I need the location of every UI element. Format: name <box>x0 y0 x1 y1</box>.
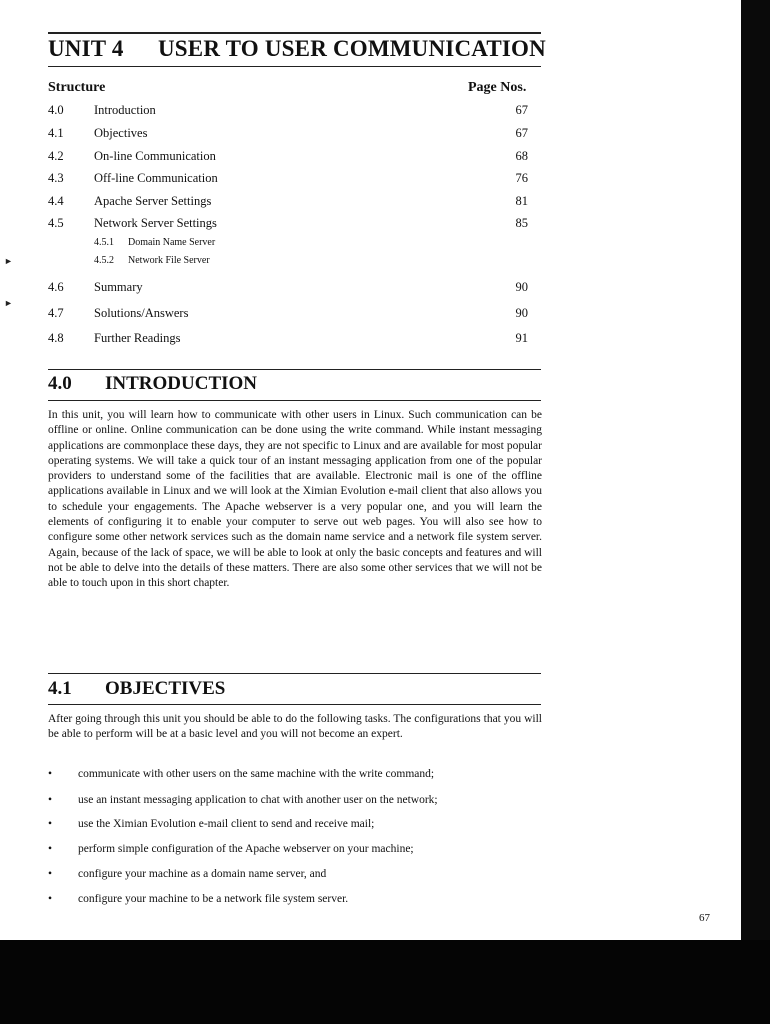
toc-page: 81 <box>515 194 528 208</box>
section-title: OBJECTIVES <box>105 678 226 699</box>
toc-number: 4.0 <box>48 103 64 117</box>
toc-page: 76 <box>515 171 528 185</box>
toc-row <box>48 280 528 300</box>
toc-page: 85 <box>515 216 528 230</box>
toc-title: Apache Server Settings <box>94 194 212 208</box>
section-rule <box>48 673 541 674</box>
title-underline <box>48 66 541 67</box>
toc-subrow <box>94 237 215 248</box>
list-item-text: configure your machine to be a network file system server. <box>78 893 349 905</box>
list-item-text: perform simple configuration of the Apache webserver on your machine; <box>78 843 414 855</box>
section-heading-introduction <box>48 373 257 395</box>
toc-title: Solutions/Answers <box>94 306 189 320</box>
toc-sub-title: Domain Name Server <box>128 237 216 248</box>
scan-edge-bottom <box>0 940 770 1024</box>
toc-title: Objectives <box>94 126 148 140</box>
unit-title <box>48 36 548 62</box>
toc-title: Off-line Communication <box>94 171 218 185</box>
toc-number: 4.3 <box>48 171 64 185</box>
bullet-marker: • <box>48 768 53 780</box>
section-title: INTRODUCTION <box>105 373 258 394</box>
toc-number: 4.1 <box>48 126 64 140</box>
toc-number: 4.4 <box>48 194 64 208</box>
toc-title: On-line Communication <box>94 149 216 163</box>
toc-sub-number: 4.5.2 <box>94 255 114 266</box>
list-item-text: use an instant messaging application to chat with another user on the network; <box>78 794 438 806</box>
toc-row <box>48 103 528 123</box>
bullet-marker: • <box>48 868 53 880</box>
toc-title: Network Server Settings <box>94 216 217 230</box>
toc-row <box>48 126 528 146</box>
toc-sub-title: Network File Server <box>128 255 210 266</box>
toc-page: 68 <box>515 149 528 163</box>
toc-number: 4.6 <box>48 280 64 294</box>
toc-row <box>48 149 528 169</box>
toc-row <box>48 171 528 191</box>
toc-row <box>48 194 528 214</box>
list-item-text: configure your machine as a domain name server, and <box>78 868 327 880</box>
introduction-paragraph: In this unit, you will learn how to communicate with other users in Linux. Such communication can be offline or online. Online communication can be done using the write command. While instant messaging applications are commonplace these days, they are not specific to Linux and are available for most popular operating systems. We will take a quick tour of an instant messaging application from one of the popular providers to understand some of the facilities that are available. Electronic mail is one of the offline applications available in Linux and we will look at the Ximian Evolution e-mail client that also allows you to schedule your engagements. The Apache webserver is a very popular one, and you will learn the elements of configuring it to enable your computer to serve out web pages. You will also see how to configure some other network services such as the domain name service and a network file system server. Again, because of the lack of space, we will be able to look at only the basic concepts and features and will not be able to delve into the details of these matters. There are also some other services that we will not be able to touch upon in this short chapter. <box>48 409 542 590</box>
unit-number: UNIT 4 <box>48 36 124 61</box>
page-nos-heading: Page Nos. <box>468 80 527 95</box>
toc-title: Further Readings <box>94 331 181 345</box>
section-number: 4.1 <box>48 678 72 699</box>
scan-edge-right <box>741 0 770 940</box>
toc-number: 4.8 <box>48 331 64 345</box>
section-rule <box>48 704 541 705</box>
unit-name: USER TO USER COMMUNICATION <box>158 36 546 61</box>
toc-page: 67 <box>515 103 528 117</box>
section-number: 4.0 <box>48 373 72 394</box>
section-heading-objectives <box>48 678 225 700</box>
objectives-intro: After going through this unit you should be able to do the following tasks. The configurations that you will be able to perform will be at a basic level and you will not become an expert. <box>48 713 542 741</box>
toc-number: 4.7 <box>48 306 64 320</box>
margin-arrow-mark: ► <box>4 298 13 308</box>
toc-row <box>48 216 528 236</box>
toc-number: 4.5 <box>48 216 64 230</box>
section-rule <box>48 369 541 370</box>
toc-page: 90 <box>515 306 528 320</box>
toc-title: Introduction <box>94 103 156 117</box>
toc-page: 91 <box>515 331 528 345</box>
toc-page: 90 <box>515 280 528 294</box>
bullet-marker: • <box>48 843 53 855</box>
toc-row <box>48 331 528 351</box>
list-item-text: use the Ximian Evolution e-mail client to send and receive mail; <box>78 818 375 830</box>
list-item-text: communicate with other users on the same machine with the write command; <box>78 768 435 780</box>
toc-number: 4.2 <box>48 149 64 163</box>
top-rule <box>48 32 541 34</box>
section-rule <box>48 400 541 401</box>
bullet-marker: • <box>48 794 53 806</box>
toc-sub-number: 4.5.1 <box>94 237 114 248</box>
toc-subrow <box>94 255 210 266</box>
structure-heading: Structure <box>48 80 106 95</box>
margin-arrow-mark: ► <box>4 256 13 266</box>
toc-title: Summary <box>94 280 143 294</box>
page-number: 67 <box>699 912 710 924</box>
toc-page: 67 <box>515 126 528 140</box>
bullet-marker: • <box>48 818 53 830</box>
bullet-marker: • <box>48 893 53 905</box>
toc-row <box>48 306 528 326</box>
